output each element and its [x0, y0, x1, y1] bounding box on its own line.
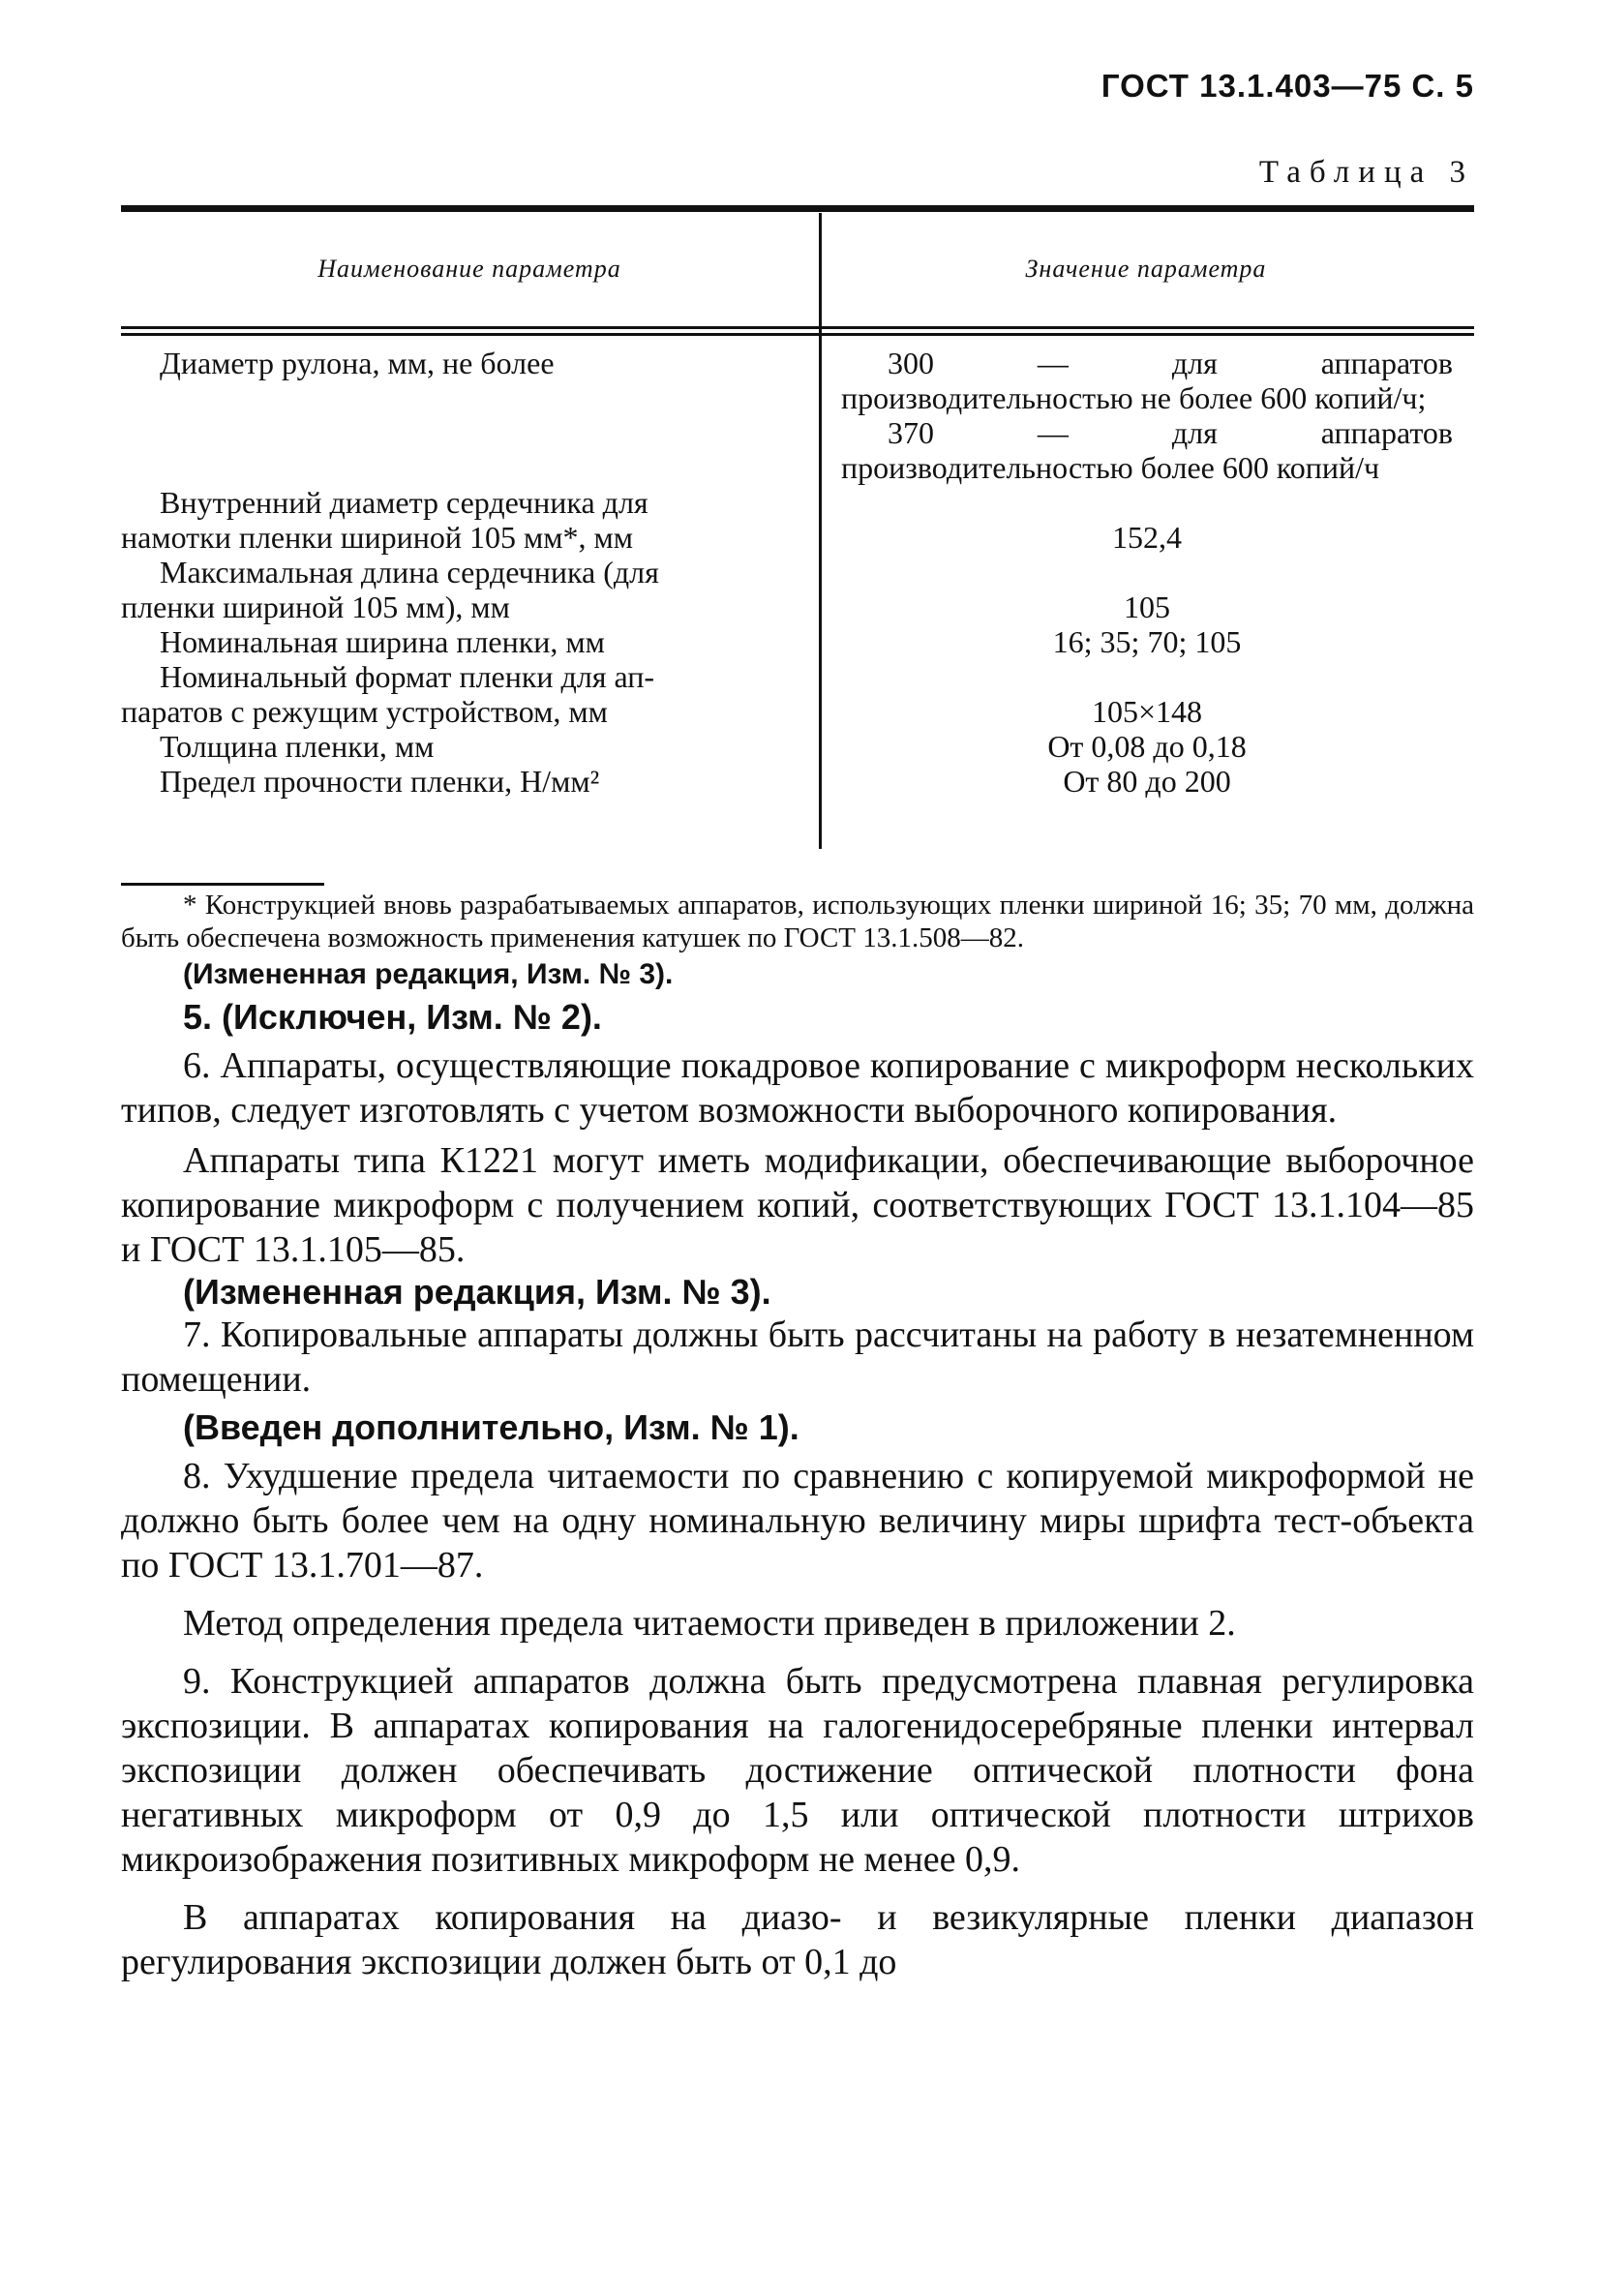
param-core-inner-line1: Внутренний диаметр сердечника для [160, 485, 648, 520]
param-core-length-line1: Максимальная длина сердечника (для [160, 555, 659, 589]
item-5: 5. (Исключен, Изм. № 2). [183, 997, 602, 1037]
item-9: 9. Конструкцией аппаратов должна быть предусмотрена плавная регулировка экспозиции. В аппаратах копирования на галогенидосеребряные пленки интервал экспозиции должен обеспечивать достижение оптической плотности фона негативных микроформ от 0,9 до 1,5 или оптической плотности штрихов микроизображения позитивных микроформ не менее 0,9. [121, 1661, 1474, 1880]
value-thickness: От 0,08 до 0,18 [1047, 729, 1247, 764]
param-core-length-line2: пленки шириной 105 мм), мм [121, 589, 510, 624]
amendment-note-3: (Введен дополнительно, Изм. № 1). [183, 1407, 799, 1447]
column-header-value: Значение параметра [1025, 255, 1267, 283]
value-film-width: 16; 35; 70; 105 [1052, 624, 1242, 659]
item-6: 6. Аппараты, осуществляющие покадровое копирование с микроформ нескольких типов, следует изготовлять с учетом возможности выборочного копирования. [121, 1045, 1474, 1131]
value-strength: От 80 до 200 [1063, 764, 1231, 799]
amendment-note-1: (Измененная редакция, Изм. № 3). [183, 958, 674, 990]
param-format-line2: паратов с режущим устройством, мм [121, 694, 608, 729]
document-body [121, 889, 1474, 1984]
footnote-rule [121, 883, 324, 886]
param-strength: Предел прочности пленки, Н/мм² [160, 764, 600, 799]
value-roll-diameter-300: 300 — для аппаратов производительностью не более 600 копий/ч; [841, 346, 1453, 415]
table-body [121, 336, 1474, 799]
value-core-inner: 152,4 [1112, 520, 1182, 555]
item-9-paragraph-2: В аппаратах копирования на диазо- и везикулярные пленки диапазон регулирования экспозиции должен быть от 0,1 до [121, 1897, 1474, 1982]
parameters-table [121, 205, 1474, 799]
item-7: 7. Копировальные аппараты должны быть рассчитаны на работу в незатемненном помещении. [121, 1314, 1474, 1400]
item-8-paragraph-2: Метод определения предела читаемости приведен в приложении 2. [183, 1603, 1236, 1644]
column-header-parameter: Наименование параметра [317, 255, 621, 283]
value-roll-diameter-370: 370 — для аппаратов производительностью более 600 копий/ч [841, 415, 1453, 485]
item-6-paragraph-2: Аппараты типа К1221 могут иметь модификации, обеспечивающие выборочное копирование микроформ с получением копий, соответствующих ГОСТ 13.1.104—85 и ГОСТ 13.1.105—85. [121, 1140, 1474, 1270]
param-roll-diameter: Диаметр рулона, мм, не более [160, 346, 555, 380]
table-header-row [121, 212, 1474, 326]
param-film-width: Номинальная ширина пленки, мм [160, 624, 605, 659]
value-format: 105×148 [1091, 694, 1203, 729]
table-column-divider [819, 213, 822, 849]
amendment-note-2: (Измененная редакция, Изм. № 3). [183, 1272, 771, 1312]
param-format-line1: Номинальный формат пленки для ап- [160, 659, 655, 694]
param-core-inner-line2: намотки пленки шириной 105 мм*, мм [121, 520, 634, 555]
item-8: 8. Ухудшение предела читаемости по сравнению с копируемой микроформой не должно быть более чем на одну номинальную величину миры шрифта тест-объекта по ГОСТ 13.1.701—87. [121, 1456, 1474, 1586]
table-caption: Таблица 3 [1258, 155, 1474, 190]
value-column [841, 346, 1453, 799]
param-thickness: Толщина пленки, мм [160, 729, 435, 764]
table-top-rule [121, 205, 1474, 212]
running-title: ГОСТ 13.1.403—75 С. 5 [1101, 68, 1474, 104]
table-footnote: * Конструкцией вновь разрабатываемых аппаратов, использующих пленки шириной 16; 35; 70 мм, должна быть обеспечена возможность применения катушек по ГОСТ 13.1.508—82. [121, 890, 1474, 953]
table-header-rule [121, 326, 1474, 336]
parameter-column [121, 346, 799, 799]
value-core-length: 105 [1124, 589, 1170, 624]
